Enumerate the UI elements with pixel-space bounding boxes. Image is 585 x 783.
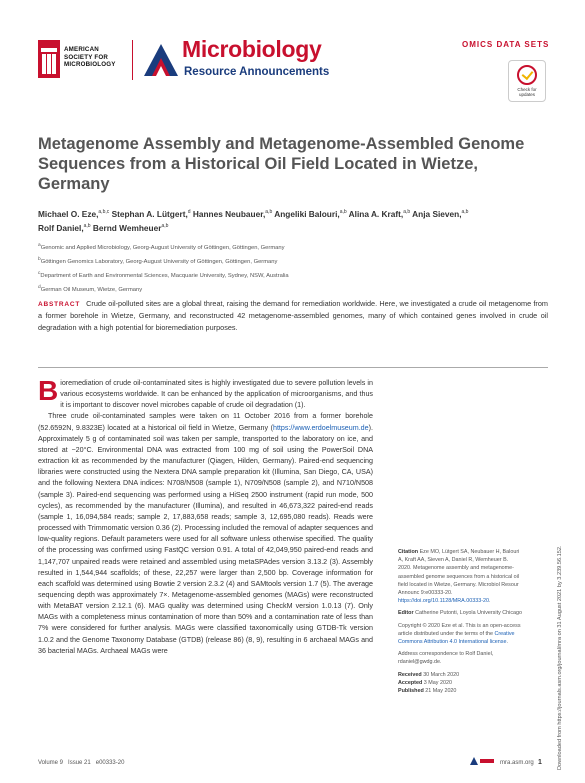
asm-name-line: SOCIETY FOR [64,53,109,61]
asm-logo-icon [38,40,60,78]
doi-link[interactable]: https://doi.org/10.1128/MRA.00333-20 [398,598,490,605]
abstract [38,298,548,333]
affiliation: $^b$Göttingen Genomics Laboratory, Georg-August University of Göttingen, Göttingen, Germany [38,257,278,266]
footer-journal-icon [470,757,494,765]
header-divider [132,40,133,80]
received-date: Received 30 March 2020 [398,671,460,678]
author[interactable]: Hannes Neubauer,$^{a,b}$ [192,208,273,219]
check-updates-badge[interactable] [508,60,546,102]
page-number: 1 [538,759,542,766]
section-label: OMICS DATA SETS [462,40,550,49]
copyright: Copyright © 2020 Eze et al. This is an open-access article distributed under the terms of the Creative Commons Attribution 4.0 International license. [398,622,521,646]
affiliation: $^a$Genomic and Applied Microbiology, Georg-August University of Göttingen, Göttingen, Germany [38,243,285,251]
divider [38,367,548,368]
accepted-date: Accepted 3 May 2020 [398,679,452,686]
asm-name [64,46,116,69]
article-info-sidebar [398,548,523,695]
author[interactable]: Stephan A. Lütgert,$^d$ [111,208,191,219]
footer-volume: Volume 9 Issue 21 e00333-20 [38,760,125,766]
article-title: Metagenome Assembly and Metagenome-Assembled Genome Sequences from a Historical Oil Field Located in Wietze, Germany [38,135,525,193]
author[interactable]: Bernd Wemheuer$^{a,b}$ [92,222,169,233]
footer-site[interactable]: mra.asm.org [500,760,534,766]
abstract-text: Crude oil-polluted sites are a global threat, raising the demand for remediation worldwide. Here, we investigated a crude oil metagenome from a former borehole in Wietze, Germany, and reconstructed 42 metagenome-assembled genomes, many of which contained genes involved in crude oil degradation with a high potential for bioremediation purposes. [38,299,548,332]
paragraph: Bioremediation of crude oil-contaminated sites is highly investigated due to severe pollution levels in various ecosystems worldwide. It can be enhanced by the application of microorganisms, and thus it is important to discover novel microbes capable of crude oil degradation (1). [38,375,373,410]
editor: Editor Catherine Putonti, Loyola University Chicago [398,610,523,617]
affiliation: $^d$German Oil Museum, Wietze, Germany [38,285,143,294]
dropcap: B [38,375,59,406]
museum-link[interactable]: https://www.erdoelmuseum.de [272,423,369,432]
journal-subtitle: Resource Announcements [184,66,330,78]
affiliation: $^c$Department of Earth and Environmental Sciences, Macquarie University, Sydney, NSW, Australia [38,271,289,280]
author[interactable]: Michael O. Eze,$^{a,b,c}$ [38,208,110,219]
badge-text: Check for updates [517,87,537,97]
author[interactable]: Rolf Daniel,$^{a,b}$ [38,222,91,233]
citation: Citation Eze MO, Lütgert SA, Neubauer H, Balouri A, Kraft AA, Sieven A, Daniel R, Wemheuer B. 2020. Metagenome assembly and metagenome-assembled genome sequences from a historical oil field located in Wietze, Germany. Microbiol Resour Announc 9:e00333-20. https://doi.org/10.1128/MRA.00333-20. [398,549,520,605]
journal-title: Microbiology [182,36,322,62]
asm-name-line: MICROBIOLOGY [64,61,116,68]
abstract-label: ABSTRACT [38,301,81,308]
license-link[interactable]: Creative Commons Attribution 4.0 International license [398,630,515,646]
published-date: Published 21 May 2020 [398,688,457,695]
journal-logo-icon [142,42,180,78]
author-list [38,206,548,234]
check-updates-icon [517,65,537,85]
author[interactable]: Alina A. Kraft,$^{a,b}$ [348,208,411,219]
author[interactable]: Anja Sieven,$^{a,b}$ [412,208,469,219]
paragraph: Three crude oil-contaminated samples were taken on 11 October 2016 from a former borehole (52.6592N, 9.8323E) located at a historical oil field in Wietze, Germany (https://www.erdoelmuseum.de). Approximately 5 g of contaminated soil was taken per sample, transported to the laboratory on ice, and stored at −20°C. Environmental DNA was extracted from 100 mg of soil using the PowerSoil DNA extraction kit as recommended by the manufacturer (Qiagen, Hilden, Germany). Paired-end sequencing libraries were constructed using the Nextera DNA sample preparation kit (Illumina, San Diego, CA, USA) and the following Nextera DNA indices: N708/N508 (sample 1), N709/N508 (sample 2), and N710/N508 (sample 3). Paired-end sequencing was performed using a HiSeq 2500 instrument (rapid run mode, 500 cycles), as recommended by the manufacturer (Illumina), and resulted in 46,673,322 paired-end reads (sample 1, 16,094,584 reads; sample 2, 17,883,658 reads; sample 3, 12,695,080 reads). Reads were processed with Trimmomatic version 0.36 (2). Processing included the removal of adapter sequences and low-quality regions. Default parameters were used for all software unless otherwise specified. The quality of the processing was confirmed using FastQC version 0.91. A total of 42,049,950 paired-end reads and 1,147,707 unpaired reads were retained and assembled using metaSPAdes version 3.13.2 (3). Assembly resulted in 1,544,944 scaffolds; of these, 22,257 were larger than 2,500 bp. Coverage information for each scaffold was determined using Bowtie 2 version 2.3.2 (4) and SAMtools version 1.7 (5). The average sequencing depth was approximately 7×. Metagenome-assembled genomes (MAGs) were reconstructed with MetaBAT version 2.12.1 (6). MAG quality was determined using CheckM version 1.0.13 (7). Only MAGs with a completeness minus contamination of more than 50% and a contamination rate of less than 7% were considered for further analysis. MAGs were classified taxonomically using GTDB-Tk version 1.0.2 and the Genome Taxonomy Database (GTDB) (release 86) (8, 9), resulting in 6 archaeal MAGs and 36 bacterial MAGs. Archaeal MAGs were [38,412,373,655]
affiliations [38,240,438,297]
author[interactable]: Angeliki Balouri,$^{a,b}$ [274,208,347,219]
body-text [38,375,373,657]
correspondence: Address correspondence to Rolf Daniel, rdaniel@gwdg.de. [398,651,494,666]
asm-name-line: AMERICAN [64,46,99,53]
download-watermark: Downloaded from https://journals.asm.org/journal/mra on 31 August 2021 by 3.239.56.152. [557,545,563,770]
